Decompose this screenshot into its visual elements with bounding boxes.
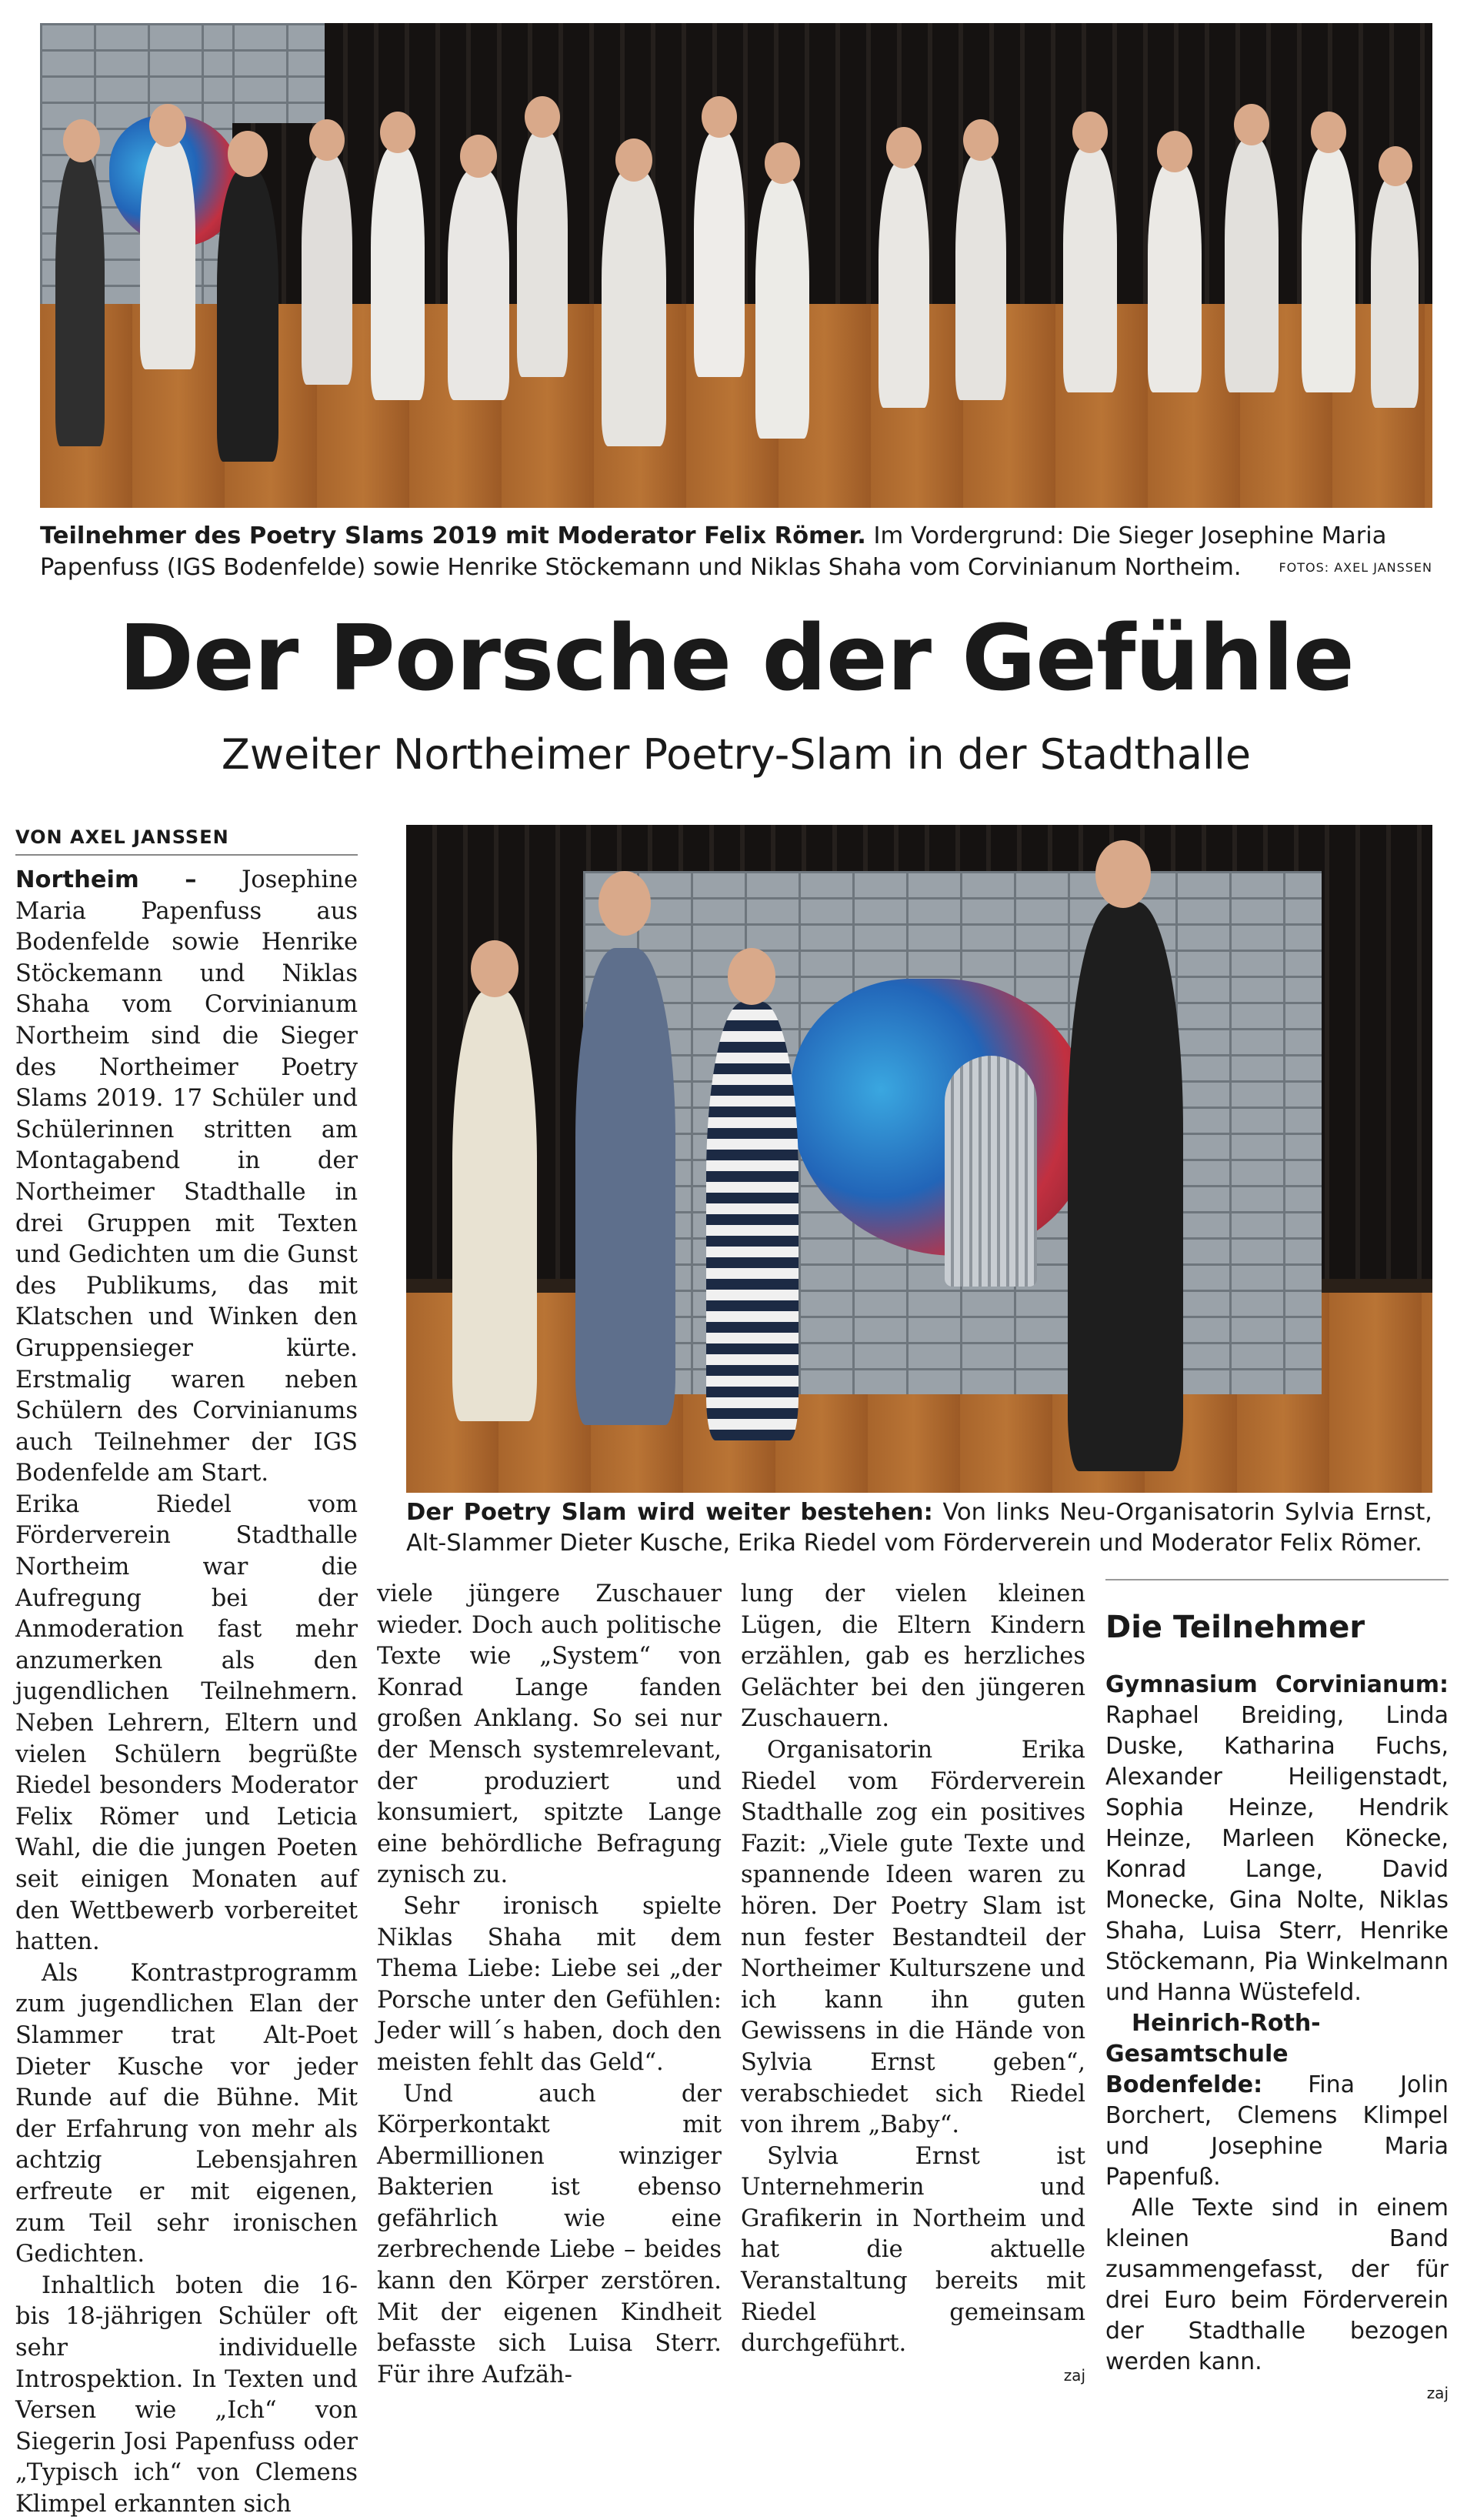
participant-figure xyxy=(879,162,929,408)
paragraph: Inhaltlich boten die 16- bis 18-jährigen Schüler oft sehr individuelle Introspektion. In Texten und Versen wie „Ich“ von Siegerin Josi Papenfuss oder „Typisch ich“ von Clemens Klimpel erkannten sich xyxy=(15,2271,358,2518)
sidebar-title: Die Teilnehmer xyxy=(1105,1610,1365,1645)
participant-figure xyxy=(517,131,568,377)
participant-figure xyxy=(1148,162,1202,392)
participant-figure xyxy=(448,169,509,400)
participant-head xyxy=(1072,112,1108,153)
participant-head xyxy=(309,119,345,161)
headline: Der Porsche der Gefühle xyxy=(118,605,1354,711)
participant-head xyxy=(149,104,186,147)
participant-figure xyxy=(1302,146,1355,392)
paragraph: Als Kontrastprogramm zum jugendlichen Elan der Slammer trat Alt-Poet Dieter Kusche vor jeder Runde auf die Bühne. Mit der Erfahrung von mehr als achtzig Lebensjahren erfreute er mit eigenen, zum Teil sehr ironischen Gedichten. xyxy=(15,1959,358,2268)
moderator-figure xyxy=(217,169,278,462)
participant-head xyxy=(1234,104,1269,145)
sidebar-signature: zaj xyxy=(1426,2384,1449,2402)
paragraph: Organisatorin Erika Riedel vom Förderverein Stadthalle zog ein positives Fazit: „Viele gute Texte und spannende Ideen waren zu hören. Der Poetry Slam ist nun fester Bestandteil der Northeimer Kulturszene und ich kann ihn guten Gewissens in die Hände von Sylvia Ernst geben“, verabschiedet sich Riedel von ihrem „Baby“. xyxy=(741,1736,1085,2139)
paragraph: Und auch der Körperkontakt mit Abermillionen winziger Bakterien ist ebenso gefährlich wie eine zerbrechende Liebe – beides kann den Körper zerstören. Mit der eigenen Kindheit befasste sich Luisa Sterr. Für ihre Aufzäh- xyxy=(377,2080,722,2388)
photo1-caption-text: Im Vordergrund: Die Sieger Josephine Maria Papenfuss (IGS Bodenfelde) sowie Henrike Stöckemann und Niklas Shaha vom Corvinianum Northeim. xyxy=(40,522,1387,581)
person-head xyxy=(1095,840,1151,908)
participant-head xyxy=(460,135,497,178)
participant-head xyxy=(380,112,415,153)
participant-head xyxy=(1311,112,1346,153)
sidebar-participants xyxy=(1105,1670,1449,2408)
participant-head xyxy=(963,119,999,161)
paragraph: lung der vielen kleinen Lügen, die Eltern Kindern erzählen, gab es herzliches Gelächter bei den jüngeren Zuschauern. xyxy=(741,1580,1085,1733)
participant-figure xyxy=(602,169,666,446)
participant-figure xyxy=(55,154,105,446)
person-felix-roemer xyxy=(1068,902,1183,1471)
person-sylvia-ernst xyxy=(452,990,537,1421)
group-label: Heinrich-Roth-Gesamtschule Bodenfelde: xyxy=(1105,2010,1321,2098)
paragraph: Josephine Maria Papenfuss aus Bodenfelde sowie Henrike Stöckemann und Niklas Shaha vom Corvinianum Northeim sind die Sieger des Northeimer Poetry Slams 2019. 17 Schüler und Schülerinnen stritten am Montagabend in der Northeimer Stadthalle in drei Gruppen mit Texten und Gedichten um die Gunst des Publikums, das mit Klatschen und Winken den Gruppensieger kürte. Erstmalig waren neben Schülern des Corvinianums auch Teilnehmer der IGS Bodenfelde am Start. xyxy=(15,866,358,1487)
participant-figure xyxy=(1063,146,1117,392)
paragraph: viele jüngere Zuschauer wieder. Doch auch politische Texte wie „System“ von Konrad Lange fanden großen Anklang. So sei nur der Mensch systemrelevant, der produziert und konsumiert, spitzte Lange eine behördliche Befragung zynisch zu. xyxy=(377,1580,722,1889)
photo2-caption-text: Von links Neu-Organisatorin Sylvia Ernst, Alt-Slammer Dieter Kusche, Erika Riedel vom Förderverein und Moderator Felix Römer. xyxy=(406,1499,1433,1557)
person-head xyxy=(471,940,518,997)
person-dieter-kusche xyxy=(575,948,675,1425)
person-head xyxy=(598,871,651,936)
person-erika-riedel xyxy=(706,1002,799,1440)
author-signature: zaj xyxy=(1063,2365,1085,2385)
paragraph: Erika Riedel vom Förderverein Stadthalle Northeim war die Aufregung bei der Anmoderation fast mehr anzumerken als den jugendlichen Teilnehmern. Neben Lehrern, Eltern und vielen Schülern begrüßte Riedel besonders Moderator Felix Römer und Leticia Wahl, die die jungen Poeten seit einigen Monaten auf den Wettbewerb vorbereitet hatten. xyxy=(15,1490,358,1956)
participant-head xyxy=(615,139,652,182)
participant-head xyxy=(1157,131,1192,172)
brick-wall-top xyxy=(232,23,325,123)
photo1-caption xyxy=(40,520,1432,583)
photo-poetry-slam-participants xyxy=(40,23,1432,508)
article-column-1 xyxy=(15,865,358,2520)
participant-head xyxy=(765,142,800,184)
group-names: Raphael Breiding, Linda Duske, Katharina Fuchs, Alexander Heiligenstadt, Sophia Heinze, Hendrik Heinze, Marleen Könecke, Konrad Lange, David Monecke, Gina Nolte, Niklas Shaha, Luisa Sterr, Henrike Stöckemann, Pia Winkelmann und Hanna Wüstefeld. xyxy=(1105,1702,1449,2006)
participant-figure xyxy=(755,177,809,439)
group-label: Gymnasium Corvinianum: xyxy=(1105,1671,1449,1698)
dateline: Northeim – xyxy=(15,866,197,893)
paragraph: Sylvia Ernst ist Unternehmerin und Grafikerin in Northeim und hat die aktuelle Veranstaltung bereits mit Riedel gemeinsam durchgeführt. xyxy=(741,2142,1085,2358)
paragraph: Sehr ironisch spielte Niklas Shaha mit dem Thema Liebe: Liebe sei „der Porsche unter den Gefühlen: Jeder will´s haben, doch den meisten fehlt das Geld“. xyxy=(377,1892,722,2076)
moderator-head xyxy=(228,131,268,177)
subheadline: Zweiter Northeimer Poetry-Slam in der Stadthalle xyxy=(221,730,1252,779)
group-names: Fina Jolin Borchert, Clemens Klimpel und Josephine Maria Papenfuß. xyxy=(1105,2071,1449,2191)
participant-figure xyxy=(302,154,352,385)
sidebar-divider xyxy=(1105,1579,1449,1580)
person-head xyxy=(728,948,775,1005)
participant-head xyxy=(525,96,560,138)
microphone-prop xyxy=(945,1056,1037,1287)
participant-figure xyxy=(694,131,745,377)
photo2-caption-bold: Der Poetry Slam wird weiter bestehen: xyxy=(406,1499,933,1526)
participant-figure xyxy=(1371,177,1419,408)
photo-credit: FOTOS: AXEL JANSSEN xyxy=(1279,560,1432,575)
article-column-3 xyxy=(741,1579,1085,2391)
photo2-caption xyxy=(406,1497,1432,1559)
participant-figure xyxy=(955,154,1006,400)
photo1-caption-bold: Teilnehmer des Poetry Slams 2019 mit Moderator Felix Römer. xyxy=(40,522,866,549)
sidebar-note: Alle Texte sind in einem kleinen Band zusammengefasst, der für drei Euro beim Förderverein der Stadthalle bezogen werden kann. xyxy=(1105,2195,1449,2375)
participant-figure xyxy=(371,146,425,400)
byline: VON AXEL JANSSEN xyxy=(15,826,229,848)
participant-head xyxy=(63,119,100,162)
byline-divider xyxy=(15,854,358,856)
participant-head xyxy=(886,127,922,169)
photo-organizers xyxy=(406,825,1432,1493)
article-column-2 xyxy=(377,1579,722,2391)
participant-figure xyxy=(140,139,195,369)
participant-figure xyxy=(1225,139,1279,392)
participant-head xyxy=(702,96,737,138)
participant-head xyxy=(1379,146,1412,186)
